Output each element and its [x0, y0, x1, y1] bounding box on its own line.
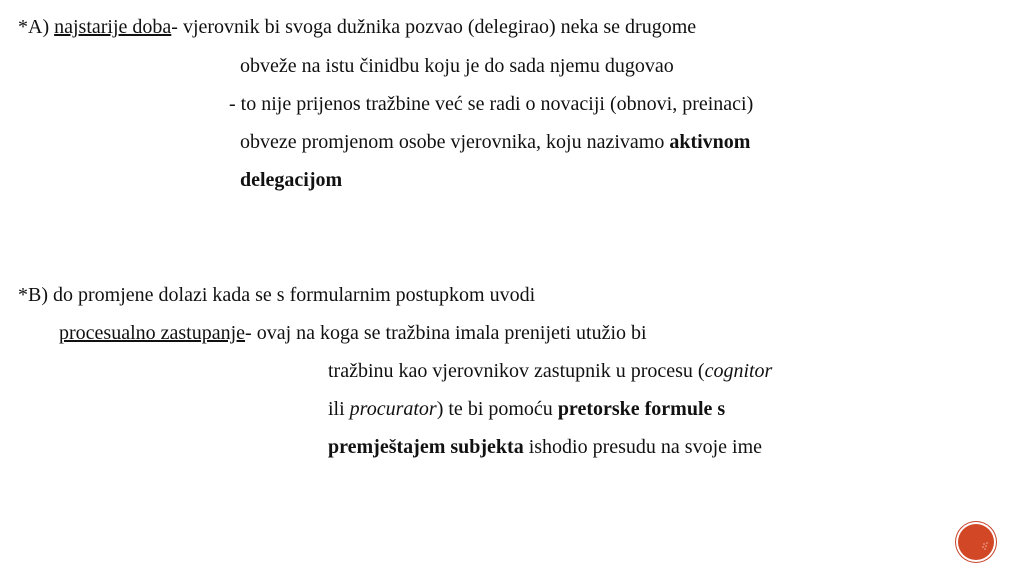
section-a-line-5: delegacijom	[240, 169, 343, 191]
section-a-line-4-text: obveze promjenom osobe vjerovnika, koju nazivamo	[240, 131, 670, 153]
section-a-line-2: obveže na istu činidbu koju je do sada njemu dugovao	[240, 55, 674, 77]
section-b-bold-premjestajem: premještajem subjekta	[328, 436, 524, 458]
section-a-line-1-text: - vjerovnik bi svoga dužnika pozvao (delegirao) neka se drugome	[171, 16, 697, 38]
section-b-line-2-text: - ovaj na koga se tražbina imala prenijeti utužio bi	[245, 322, 647, 344]
section-b-line-5-text: ishodio presudu na svoje ime	[523, 436, 763, 458]
section-b-line-3-text: tražbinu kao vjerovnikov zastupnik u procesu (	[328, 360, 705, 382]
section-b-line-4-text-2: ) te bi pomoću	[436, 398, 558, 420]
section-b-line-4	[328, 397, 725, 421]
section-b-italic-cognitor: cognitor	[704, 360, 773, 382]
section-b-bold-pretorske: pretorske formule s	[557, 398, 726, 420]
dotted-pattern-icon	[958, 524, 994, 560]
section-b-line-5	[328, 435, 762, 459]
section-a-line-3: - to nije prijenos tražbine već se radi o novaciji (obnovi, preinaci)	[229, 93, 754, 115]
section-b-term: procesualno zastupanje	[59, 322, 246, 344]
section-a-prefix: *A)	[18, 16, 55, 38]
section-b-line-3	[328, 359, 772, 383]
section-b-line-1: *B) do promjene dolazi kada se s formularnim postupkom uvodi	[18, 284, 536, 306]
section-a-line-4	[240, 130, 750, 154]
section-b-line-4-text-1: ili	[328, 398, 350, 420]
slide-nav-circle-button[interactable]	[958, 524, 994, 560]
section-b-line-2	[59, 321, 647, 345]
section-b-italic-procurator: procurator	[349, 398, 437, 420]
section-a-line-1	[18, 15, 696, 39]
section-a-bold-aktivnom: aktivnom	[669, 131, 751, 153]
section-a-term: najstarije doba	[54, 16, 172, 38]
